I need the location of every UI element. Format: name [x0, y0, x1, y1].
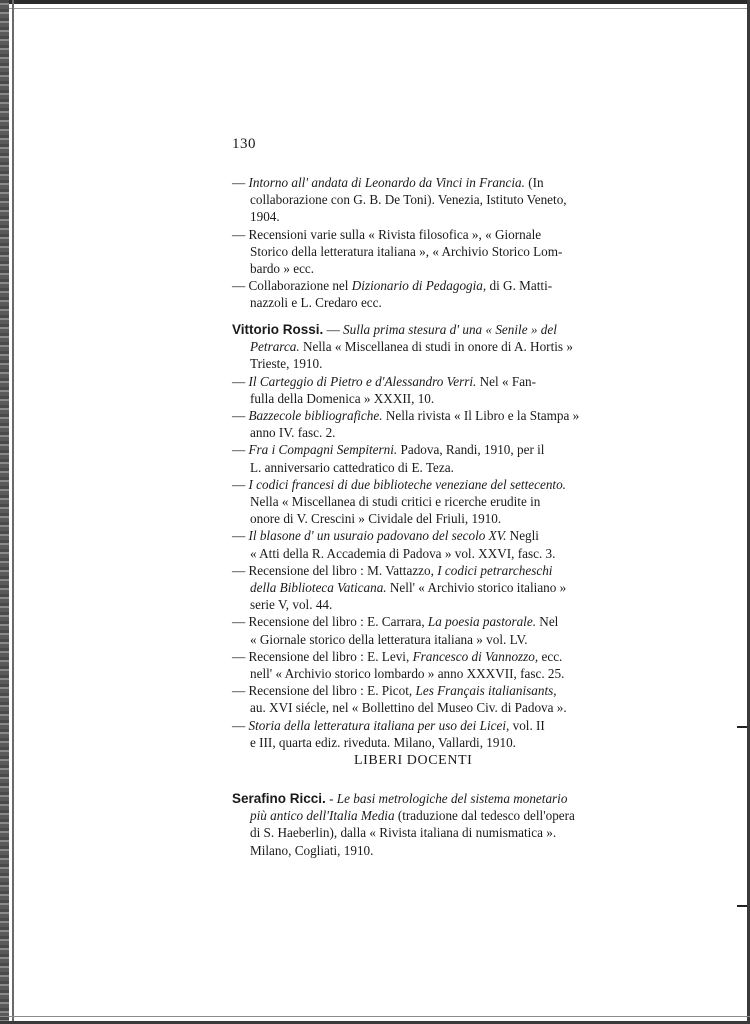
italic-title-text: Il blasone d' un usuraio padovano del secolo XV.: [248, 528, 507, 544]
text-line: [232, 717, 612, 734]
scan-edge-mark: [737, 726, 747, 728]
text-segment: —: [232, 175, 249, 190]
text-segment: -: [325, 791, 337, 806]
text-line: [232, 613, 612, 630]
author-block-rossi: [232, 321, 612, 751]
scan-border-top-line: [0, 8, 750, 9]
text-line: [232, 373, 612, 390]
scan-border-bottom-line: [0, 1016, 750, 1017]
text-line: [232, 631, 612, 648]
text-segment: Nell' « Archivio storico italiano »: [386, 580, 567, 596]
text-segment: (traduzione dal tedesco dell'opera: [394, 808, 575, 824]
text-segment: (In: [524, 175, 544, 190]
text-segment: di G. Matti-: [486, 278, 553, 294]
section-heading: LIBERI DOCENTI: [354, 753, 473, 768]
segments: [326, 791, 568, 806]
text-line: [232, 441, 612, 458]
text-segment: —: [323, 322, 344, 337]
author-first-line: [232, 790, 612, 807]
text-segment: au. XVI siécle, nel « Bollettino del Museo Civ. di Padova ».: [250, 700, 567, 716]
text-line: [232, 493, 612, 510]
text-segment: « Giornale storico della letteratura italiana » vol. LV.: [250, 631, 528, 647]
text-segment: Storico della letteratura italiana », « Archivio Storico Lom-: [250, 243, 563, 259]
text-line: [232, 338, 612, 355]
italic-title-text: Sulla prima stesura d' una « Senile » del: [343, 322, 557, 337]
scan-edge-mark: [737, 905, 747, 907]
first-entry-continuation: [232, 807, 612, 859]
text-segment: L. anniversario cattedratico di E. Teza.: [250, 459, 454, 475]
text-line: [232, 407, 612, 424]
bibliography-entry: [232, 277, 612, 311]
author-name: Vittorio Rossi.: [232, 322, 324, 337]
bibliography-entry: [232, 613, 612, 647]
text-segment: Nella « Miscellanea di studi in onore di A. Hortis »: [299, 339, 573, 355]
text-segment: onore di V. Crescini » Cividale del Friuli, 1910.: [250, 511, 502, 527]
bibliography-entry: [232, 648, 612, 682]
text-segment: Nel « Fan-: [476, 373, 537, 389]
bibliography-entry: [232, 373, 612, 407]
text-line: [232, 682, 612, 699]
italic-title-text: Bazzecole bibliografiche.: [248, 408, 383, 424]
scan-border-left-line: [12, 0, 14, 1024]
text-segment: serie V, vol. 44.: [250, 597, 333, 613]
text-segment: fulla della Domenica » XXXII, 10.: [250, 390, 435, 406]
bibliography-entry: [232, 562, 612, 614]
text-segment: — Recensioni varie sulla « Rivista filosofica », « Giornale: [232, 226, 542, 242]
text-line: [232, 527, 612, 544]
text-line: [232, 579, 612, 596]
text-line: [232, 459, 612, 476]
text-line: [232, 260, 612, 277]
text-segment: —: [232, 476, 249, 492]
text-segment: —: [232, 442, 249, 458]
text-segment: —: [232, 408, 249, 424]
text-segment: « Atti della R. Accademia di Padova » vol. XXVI, fasc. 3.: [250, 545, 556, 561]
text-line: [232, 476, 612, 493]
author-name: Serafino Ricci.: [232, 791, 326, 806]
entry-list: [232, 174, 612, 312]
italic-title-text: I codici petrarcheschi: [437, 562, 553, 578]
italic-title-text: Les Français italianisants,: [415, 683, 557, 699]
text-segment: anno IV. fasc. 2.: [250, 425, 336, 441]
scan-border-left: [0, 0, 9, 1024]
text-line: [232, 277, 612, 294]
text-segment: — Collaborazione nel: [232, 278, 352, 294]
text-segment: Negli: [506, 528, 539, 544]
bibliography-entry: [232, 407, 612, 441]
bibliography-entry: [232, 527, 612, 561]
italic-title-text: Francesco di Vannozzo,: [412, 648, 539, 664]
text-line: [232, 562, 612, 579]
italic-title-text: più antico dell'Italia Media: [250, 808, 395, 824]
text-segment: vol. II: [509, 717, 545, 733]
italic-title-text: Storia della letteratura italiana per uso dei Licei,: [248, 717, 510, 733]
italic-title-text: Fra i Compagni Sempiterni.: [248, 442, 398, 458]
text-line: [232, 294, 612, 311]
text-line: [232, 665, 612, 682]
text-line: [232, 824, 612, 841]
text-line: [232, 807, 612, 824]
author-block-ricci: [232, 790, 612, 859]
text-segment: collaborazione con G. B. De Toni). Venezia, Istituto Veneto,: [250, 192, 567, 208]
bibliography-entry: [232, 441, 612, 475]
text-segment: di S. Haeberlin), dalla « Rivista italiana di numismatica ».: [250, 825, 557, 841]
text-line: [232, 355, 612, 372]
text-line: [232, 424, 612, 441]
text-line: [232, 208, 612, 225]
text-segment: Milano, Cogliati, 1910.: [250, 842, 374, 858]
text-line: [232, 510, 612, 527]
text-line: [232, 545, 612, 562]
text-line: [232, 842, 612, 859]
text-line: [232, 734, 612, 751]
bibliography-entry: [232, 476, 612, 528]
text-line: [232, 174, 612, 191]
text-segment: ecc.: [538, 648, 563, 664]
text-segment: Nella « Miscellanea di studi critici e ricerche erudite in: [250, 494, 541, 510]
bibliography-entry: [232, 682, 612, 716]
text-segment: 1904.: [250, 209, 280, 225]
italic-title-text: della Biblioteca Vaticana.: [250, 580, 387, 596]
first-entry-continuation: [232, 338, 612, 372]
italic-title-text: Intorno all' andata di Leonardo da Vinci in Francia.: [248, 175, 525, 190]
italic-title-text: Il Carteggio di Pietro e d'Alessandro Verri.: [248, 373, 477, 389]
text-segment: nazzoli e L. Credaro ecc.: [250, 295, 382, 311]
text-segment: bardo » ecc.: [250, 261, 315, 277]
text-segment: e III, quarta ediz. riveduta. Milano, Vallardi, 1910.: [250, 734, 516, 750]
text-segment: — Recensione del libro : E. Levi,: [232, 648, 413, 664]
text-segment: Trieste, 1910.: [250, 356, 323, 372]
previous-author-entries: [232, 174, 612, 312]
text-segment: —: [232, 373, 249, 389]
italic-title-text: Petrarca.: [250, 339, 300, 355]
italic-title-text: Le basi metrologiche del sistema monetario: [336, 791, 568, 806]
text-line: [232, 226, 612, 243]
text-segment: — Recensione del libro : E. Picot,: [232, 683, 416, 699]
text-segment: — Recensione del libro : E. Carrara,: [232, 614, 428, 630]
page-number: 130: [232, 136, 256, 152]
italic-title-text: Dizionario di Pedagogia,: [351, 278, 487, 294]
italic-title-text: I codici francesi di due biblioteche veneziane del settecento.: [248, 476, 566, 492]
bibliography-entry: [232, 174, 612, 226]
text-segment: Nella rivista « Il Libro e la Stampa »: [382, 408, 580, 424]
text-segment: —: [232, 717, 249, 733]
text-segment: —: [232, 528, 249, 544]
text-line: [232, 699, 612, 716]
text-line: [232, 596, 612, 613]
entry-list: [232, 373, 612, 751]
text-line: [232, 648, 612, 665]
text-line: [232, 191, 612, 208]
scan-border-top: [0, 0, 750, 4]
italic-title-text: La poesia pastorale.: [427, 614, 536, 630]
bibliography-entry: [232, 717, 612, 751]
text-line: [232, 243, 612, 260]
text-segment: — Recensione del libro : M. Vattazzo,: [232, 562, 438, 578]
text-segment: Padova, Randi, 1910, per il: [397, 442, 545, 458]
text-segment: nell' « Archivio storico lombardo » anno XXXVII, fasc. 25.: [250, 666, 565, 682]
text-line: [232, 390, 612, 407]
author-first-line: [232, 321, 612, 338]
segments: [323, 322, 557, 337]
text-segment: Nel: [536, 614, 559, 630]
bibliography-entry: [232, 226, 612, 278]
